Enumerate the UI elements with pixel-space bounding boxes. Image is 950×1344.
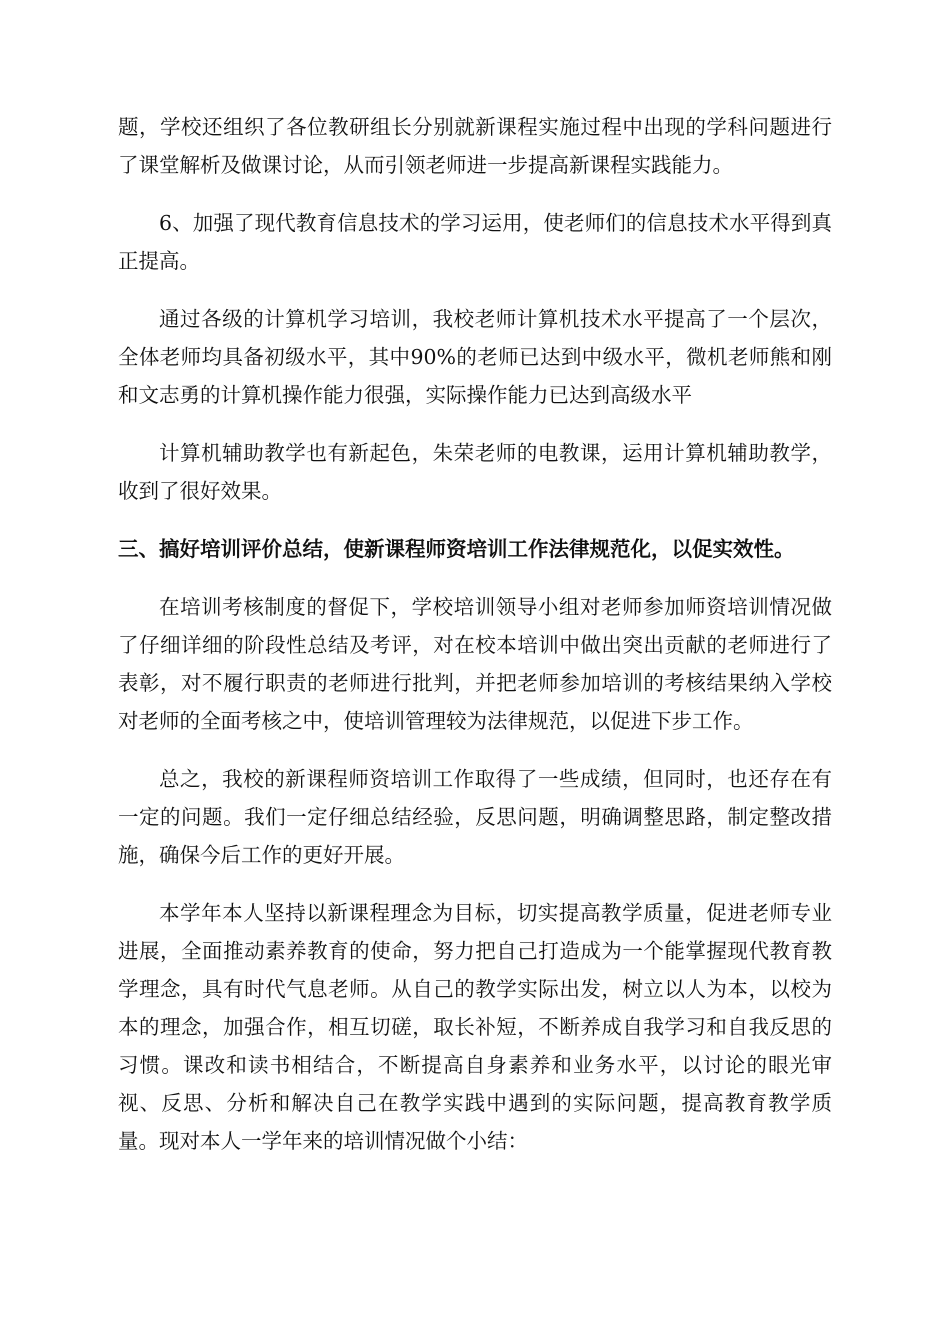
paragraph-3: 通过各级的计算机学习培训，我校老师计算机技术水平提高了一个层次，全体老师均具备初级水平，其中90%的老师已达到中级水平，微机老师熊和刚和文志勇的计算机操作能力很强，实际操作能力已达到高级水平 <box>118 307 832 407</box>
paragraph-1: 题，学校还组织了各位教研组长分别就新课程实施过程中出现的学科问题进行了课堂解析及做课讨论，从而引领老师进一步提高新课程实践能力。 <box>118 115 832 177</box>
paragraph-2: 6、加强了现代教育信息技术的学习运用，使老师们的信息技术水平得到真正提高。 <box>118 211 832 273</box>
document-page <box>118 108 832 1180</box>
paragraph-7: 本学年本人坚持以新课程理念为目标，切实提高教学质量，促进老师专业进展，全面推动素养教育的使命，努力把自己打造成为一个能掌握现代教育教学理念，具有时代气息老师。从自己的教学实际出发，树立以人为本，以校为本的理念，加强合作，相互切磋，取长补短，不断养成自我学习和自我反思的习惯。课改和读书相结合，不断提高自身素养和业务水平，以讨论的眼光审视、反思、分析和解决自己在教学实践中遇到的实际问题，提高教育教学质量。现对本人一学年来的培训情况做个小结： <box>118 901 832 1153</box>
paragraph-4: 计算机辅助教学也有新起色，朱荣老师的电教课，运用计算机辅助教学，收到了很好效果。 <box>118 441 832 503</box>
paragraph-6: 总之，我校的新课程师资培训工作取得了一些成绩，但同时，也还存在有一定的问题。我们一定仔细总结经验，反思问题，明确调整思路，制定整改措施，确保今后工作的更好开展。 <box>118 767 832 867</box>
paragraph-5: 在培训考核制度的督促下，学校培训领导小组对老师参加师资培训情况做了仔细详细的阶段性总结及考评，对在校本培训中做出突出贡献的老师进行了表彰，对不履行职责的老师进行批判，并把老师参加培训的考核结果纳入学校对老师的全面考核之中，使培训管理较为法律规范，以促进下步工作。 <box>118 595 832 733</box>
section-heading: 三、搞好培训评价总结，使新课程师资培训工作法律规范化，以促实效性。 <box>118 537 795 561</box>
